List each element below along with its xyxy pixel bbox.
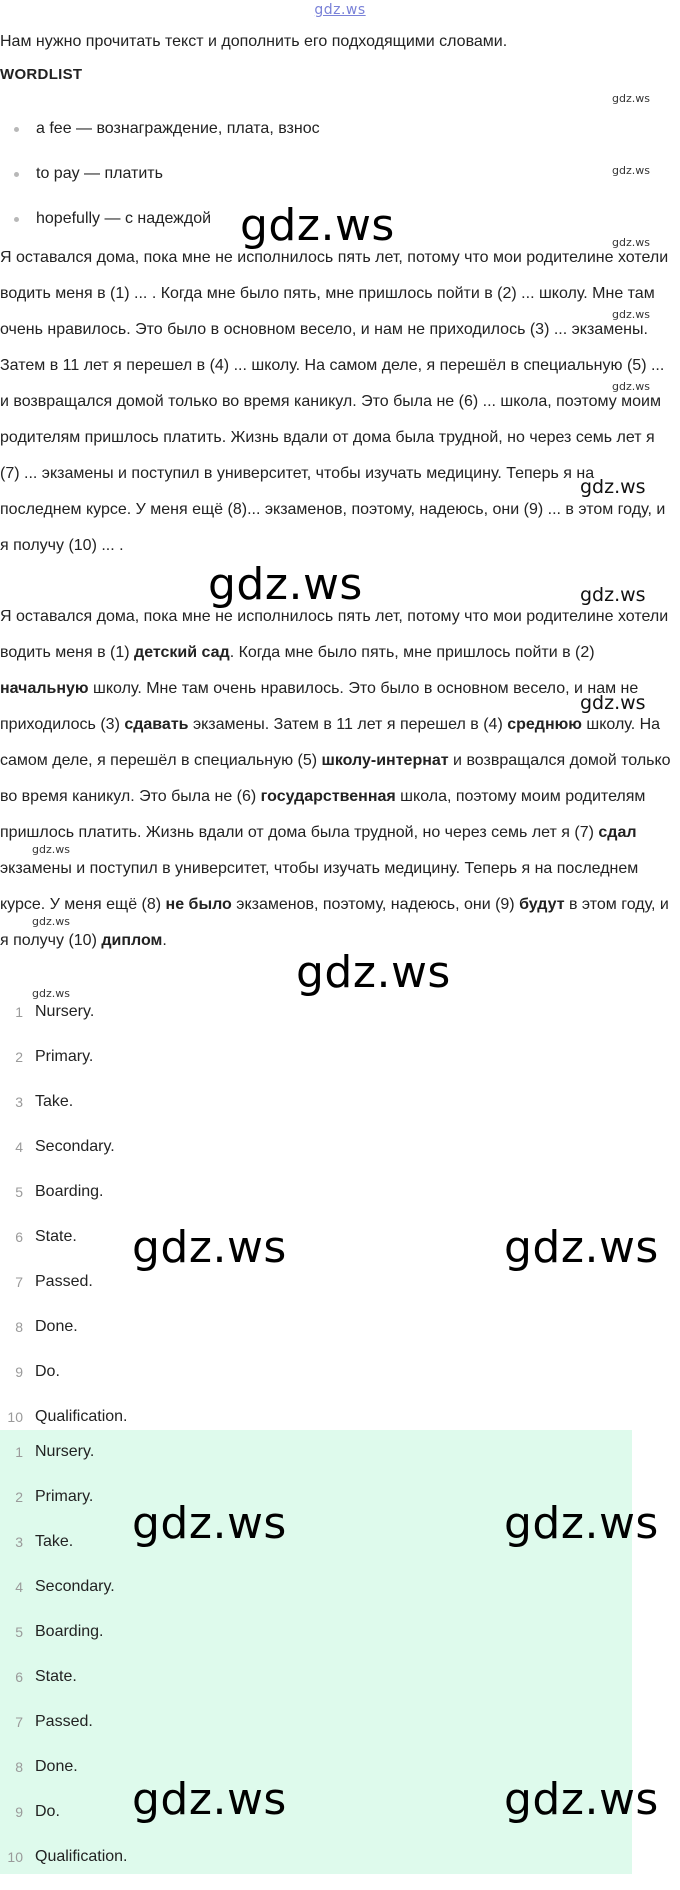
list-item: 8 Done. [15,1758,78,1775]
answer-word: сдавать [124,716,189,733]
list-item: 2 Primary. [15,1048,94,1065]
watermark: gdz.ws [612,92,650,105]
list-item: 5 Boarding. [15,1623,104,1640]
list-item: 7 Passed. [15,1713,93,1730]
watermark: gdz.ws [32,915,70,928]
answer-word: детский сад [134,644,230,661]
list-item: 2 Primary. [15,1488,94,1505]
list-item: 10 Qualification. [7,1408,128,1425]
list-item: 1 Nursery. [15,1003,95,1020]
wordlist-item [14,117,614,162]
wordlist-item-text: to pay — платить [36,165,163,182]
answer-word: будут [519,896,565,913]
bullet-icon [14,127,19,132]
list-item: 6 State. [15,1228,77,1245]
bullet-icon [14,217,19,222]
list-item: 3 Take. [15,1533,74,1550]
answer-word: сдал [598,824,637,841]
wordlist-item-text: a fee — вознаграждение, плата, взнос [36,120,320,137]
watermark: gdz.ws [296,947,451,998]
list-item: 9 Do. [15,1363,60,1380]
watermark: gdz.ws [504,1222,659,1273]
list-item: 4 Secondary. [15,1578,115,1595]
watermark: gdz.ws [612,236,650,249]
watermark: gdz.ws [32,987,70,1000]
watermark: gdz.ws [132,1222,287,1273]
answer-word: не было [165,896,232,913]
watermark: gdz.ws [612,308,650,321]
list-item: 6 State. [15,1668,77,1685]
list-item: 1 Nursery. [15,1443,95,1460]
watermark: gdz.ws [580,692,646,714]
list-item: 8 Done. [15,1318,78,1335]
watermark: gdz.ws [208,559,363,610]
list-item: 5 Boarding. [15,1183,104,1200]
list-item: 10 Qualification. [7,1848,128,1865]
bullet-icon [14,172,19,177]
watermark: gdz.ws [504,1498,659,1549]
task-instruction: Нам нужно прочитать текст и дополнить его подходящими словами. [0,33,508,50]
list-item: 7 Passed. [15,1273,93,1290]
list-item: 4 Secondary. [15,1138,115,1155]
answer-word: начальную [0,680,89,697]
watermark: gdz.ws [612,380,650,393]
answer-text: Я оставался дома, пока мне не исполнилось пять лет, потому что мои родителине хотели водить меня в (1) детский сад. Когда мне было пять, мне пришлось пойти в (2) начальную школу. Мне там очень нравилось. Это было в основном весело, и нам не приходилось (3) сдавать экзамены. Затем в 11 лет я перешел в (4) среднюю школу. На самом деле, я перешёл в специальную (5) школу-интернат и возвращался домой только во время каникул. Это была не (6) государственная школа, поэтому моим родителям пришлось платить. Жизнь вдали от дома была трудной, но через семь лет я (7) сдал экзамены и поступил в университет, чтобы изучать медицину. Теперь я на последнем курсе. У меня ещё (8) не было экзаменов, поэтому, надеюсь, они (9) будут в этом году, и я получу (10) диплом. [0,608,671,949]
watermark: gdz.ws [240,200,395,251]
watermark: gdz.ws [612,164,650,177]
list-item: 9 Do. [15,1803,60,1820]
watermark: gdz.ws [132,1498,287,1549]
wordlist-title: WORDLIST [0,66,83,83]
task-text: Я оставался дома, пока мне не исполнилось пять лет, потому что мои родителине хотели водить меня в (1) ... . Когда мне было пять, мне пришлось пойти в (2) ... школу. Мне там очень нравилось. Это было в основном весело, и нам не приходилось (3) ... экзамены. Затем в 11 лет я перешел в (4) ... школу. На самом деле, я перешёл в специальную (5) ... и возвращался домой только во время каникул. Это была не (6) ... школа, поэтому моим родителям пришлось платить. Жизнь вдали от дома была трудной, но через семь лет я (7) ... экзамены и поступил в университет, чтобы изучать медицину. Теперь я на последнем курсе. У меня ещё (8)... экзаменов, поэтому, надеюсь, они (9) ... в этом году, и я получу (10) ... . [0,249,669,554]
watermark: gdz.ws [32,843,70,856]
list-item: 3 Take. [15,1093,74,1110]
answer-word: государственная [260,788,396,805]
watermark: gdz.ws [580,584,646,606]
watermark: gdz.ws [504,1774,659,1825]
watermark: gdz.ws [580,476,646,498]
answer-word: диплом [101,932,163,949]
watermark: gdz.ws [132,1774,287,1825]
site-logo-link[interactable]: gdz.ws [314,2,366,18]
answer-word: среднюю [507,716,582,733]
answer-word: школу-интернат [321,752,449,769]
wordlist-item-text: hopefully — с надеждой [36,210,212,227]
